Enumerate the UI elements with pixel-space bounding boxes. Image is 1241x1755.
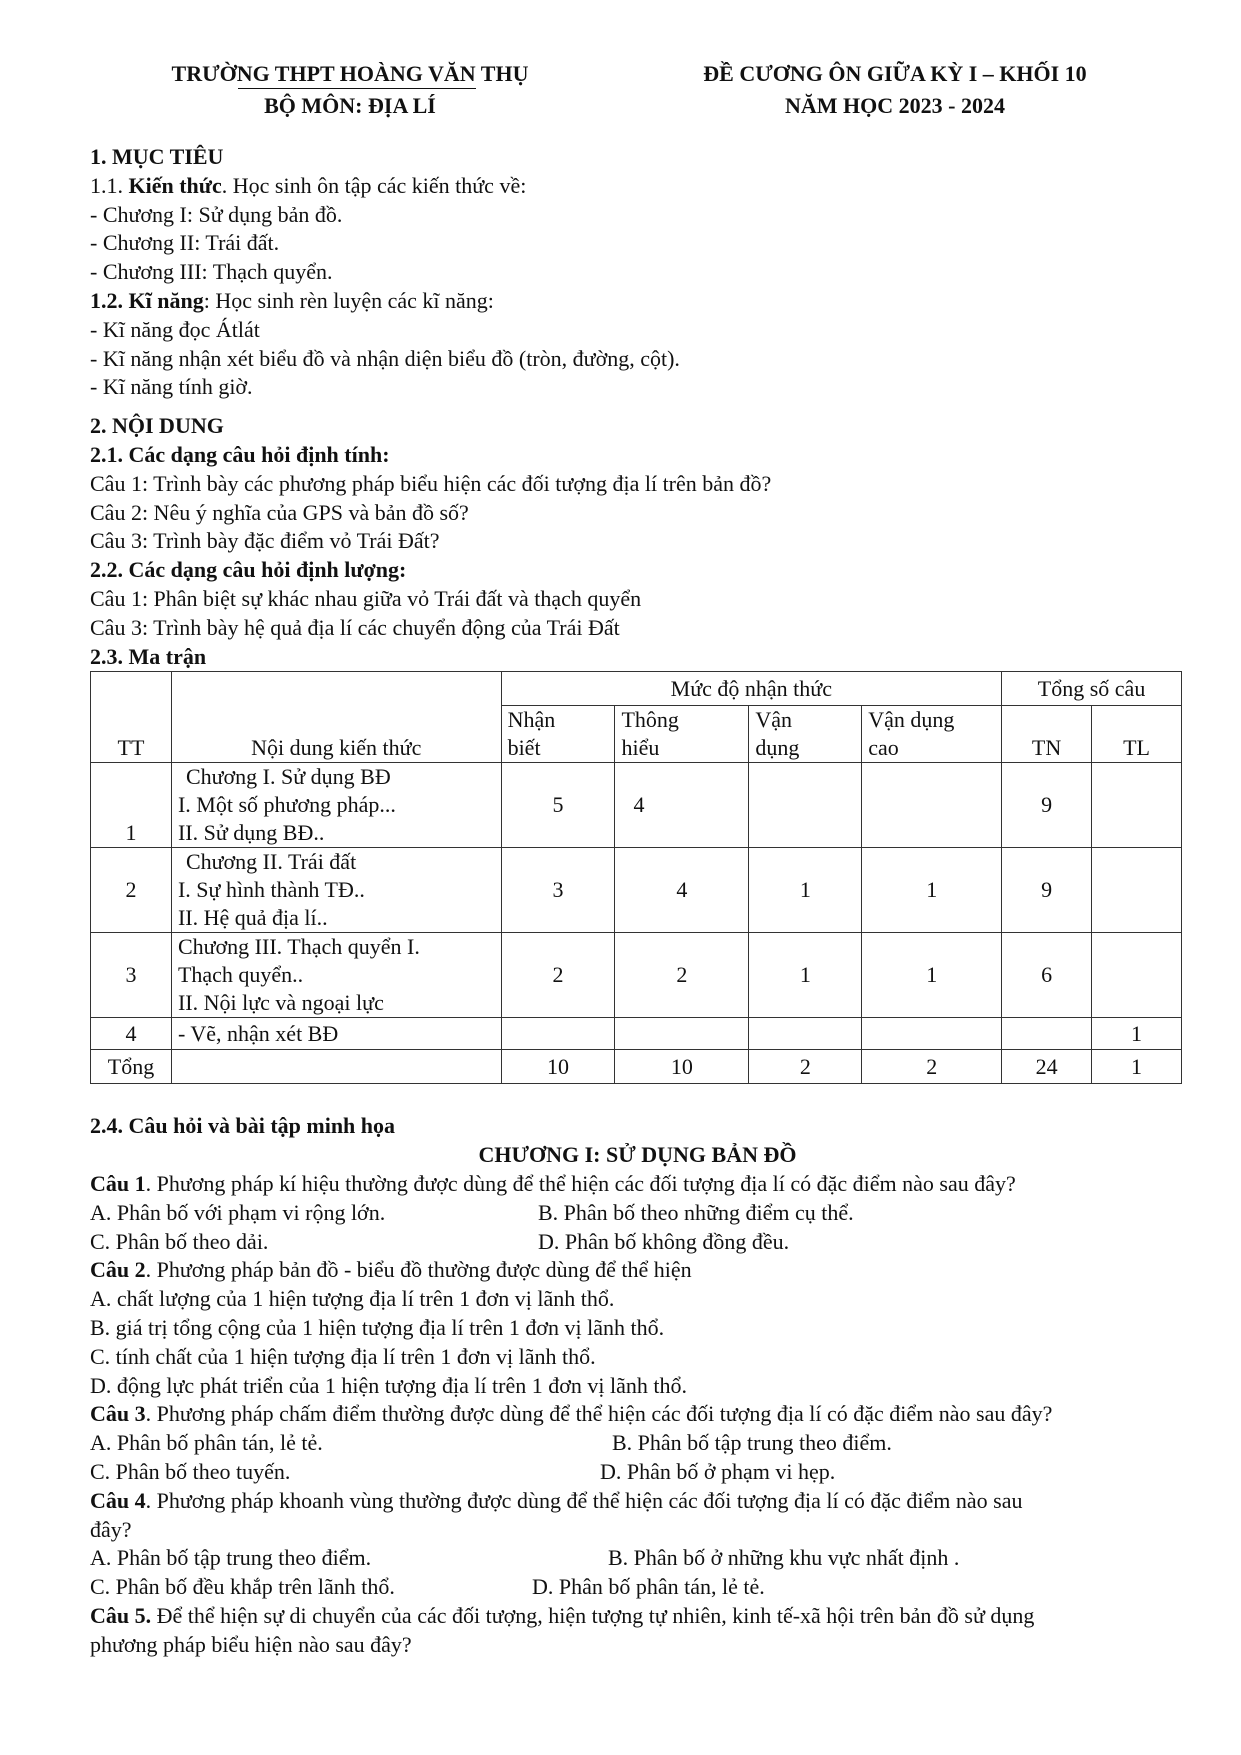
school-header bbox=[130, 58, 570, 122]
answer-a: A. chất lượng của 1 hiện tượng địa lí trên 1 đơn vị lãnh thổ. bbox=[90, 1286, 615, 1312]
header-underline bbox=[238, 88, 476, 89]
question-continued: đây? bbox=[90, 1516, 132, 1542]
answer-row bbox=[90, 1573, 1185, 1602]
answer-d: D. Phân bố phân tán, lẻ tẻ. bbox=[532, 1574, 765, 1600]
answer-d: D. động lực phát triển của 1 hiện tượng địa lí trên 1 đơn vị lãnh thổ. bbox=[90, 1372, 687, 1398]
cell-understand: 2 bbox=[615, 933, 749, 1018]
question: Câu 2. Phương pháp bản đồ - biểu đồ thường được dùng để thể hiện bbox=[90, 1257, 692, 1283]
answer-row bbox=[90, 1458, 1185, 1487]
cell-total-label: Tổng bbox=[91, 1050, 172, 1084]
cell-tt: 1 bbox=[91, 763, 172, 848]
knowledge-item: - Chương II: Trái đất. bbox=[90, 230, 280, 256]
cell-tn: 9 bbox=[1002, 848, 1092, 933]
cell-understand bbox=[615, 1018, 749, 1050]
question: Câu 3. Phương pháp chấm điểm thường được dùng để thể hiện các đối tượng địa lí có đặc điểm nào sau đây? bbox=[90, 1401, 1053, 1427]
skills-heading bbox=[90, 287, 1185, 316]
section-title: 2. NỘI DUNG bbox=[90, 413, 224, 439]
cell-apply-high: 1 bbox=[862, 933, 1002, 1018]
question-line: Câu 2: Nêu ý nghĩa của GPS và bản đồ số? bbox=[90, 499, 469, 525]
table-row bbox=[91, 848, 1182, 933]
answer-a: A. Phân bố tập trung theo điểm. bbox=[90, 1545, 372, 1571]
header-content: Nội dung kiến thức bbox=[171, 672, 501, 763]
question-line: Câu 3: Trình bày hệ quả địa lí các chuyển động của Trái Đất bbox=[90, 614, 620, 640]
table-total-row bbox=[91, 1050, 1182, 1084]
answer-a: A. Phân bố phân tán, lẻ tẻ. bbox=[90, 1430, 323, 1456]
document-body bbox=[90, 143, 1185, 1659]
cell-tt: 3 bbox=[91, 933, 172, 1018]
question: Câu 4. Phương pháp khoanh vùng thường được dùng để thể hiện các đối tượng địa lí có đặc điểm nào sau bbox=[90, 1487, 1023, 1513]
skill-item: - Kĩ năng nhận xét biểu đồ và nhận diện biểu đồ (tròn, đường, cột). bbox=[90, 345, 680, 371]
cell-apply-high: 2 bbox=[862, 1050, 1002, 1084]
cell-content bbox=[171, 1050, 501, 1084]
answer-row bbox=[90, 1429, 1185, 1458]
cell-apply: 1 bbox=[749, 933, 862, 1018]
answer-b: B. Phân bố tập trung theo điểm. bbox=[612, 1430, 892, 1456]
question-line: Câu 3: Trình bày đặc điểm vỏ Trái Đất? bbox=[90, 528, 440, 554]
cell-tn: 6 bbox=[1002, 933, 1092, 1018]
table-header-row bbox=[91, 672, 1182, 706]
document-header bbox=[660, 58, 1130, 122]
question: Câu 1. Phương pháp kí hiệu thường được dùng để thể hiện các đối tượng địa lí có đặc điểm nào sau đây? bbox=[90, 1170, 1016, 1196]
answer-row bbox=[90, 1228, 1185, 1257]
cell-apply bbox=[749, 763, 862, 848]
question-line: Câu 1: Trình bày các phương pháp biểu hiện các đối tượng địa lí trên bản đồ? bbox=[90, 470, 772, 496]
cell-recognize: 2 bbox=[501, 933, 615, 1018]
cell-tl bbox=[1092, 848, 1182, 933]
cell-tl: 1 bbox=[1092, 1050, 1182, 1084]
cell-understand: 10 bbox=[615, 1050, 749, 1084]
skill-item: - Kĩ năng tính giờ. bbox=[90, 374, 253, 400]
answer-row bbox=[90, 1199, 1185, 1228]
cell-apply-high: 1 bbox=[862, 848, 1002, 933]
cell-apply bbox=[749, 1018, 862, 1050]
knowledge-item: - Chương I: Sử dụng bản đồ. bbox=[90, 201, 343, 227]
knowledge-number: 1.1. bbox=[90, 172, 129, 198]
school-name: TRƯỜNG THPT HOÀNG VĂN THỤ bbox=[171, 61, 529, 86]
school-year: NĂM HỌC 2023 - 2024 bbox=[785, 93, 1005, 118]
header-understand: Thông hiểu bbox=[615, 706, 749, 763]
cell-tn: 24 bbox=[1002, 1050, 1092, 1084]
knowledge-item: - Chương III: Thạch quyển. bbox=[90, 259, 333, 285]
answer-d: D. Phân bố không đồng đều. bbox=[538, 1228, 790, 1254]
cell-apply: 2 bbox=[749, 1050, 862, 1084]
answer-c: C. Phân bố theo dải. bbox=[90, 1228, 269, 1254]
cell-tl bbox=[1092, 763, 1182, 848]
cell-understand: 4 bbox=[615, 763, 749, 848]
question: Câu 5. Để thể hiện sự di chuyển của các đối tượng, hiện tượng tự nhiên, kinh tế-xã hội trên bản đồ sử dụng bbox=[90, 1602, 1035, 1628]
answer-c: C. Phân bố đều khắp trên lãnh thổ. bbox=[90, 1574, 395, 1600]
cell-content: Chương II. Trái đất I. Sự hình thành TĐ.. II. Hệ quả địa lí.. bbox=[171, 848, 501, 933]
answer-b: B. Phân bố theo những điểm cụ thể. bbox=[538, 1199, 854, 1225]
cell-apply-high bbox=[862, 763, 1002, 848]
cell-recognize: 5 bbox=[501, 763, 615, 848]
answer-c: C. tính chất của 1 hiện tượng địa lí trên 1 đơn vị lãnh thổ. bbox=[90, 1343, 596, 1369]
header-tt: TT bbox=[91, 672, 172, 763]
table-row bbox=[91, 763, 1182, 848]
department-name: BỘ MÔN: ĐỊA LÍ bbox=[264, 93, 436, 118]
cell-content: Chương III. Thạch quyển I. Thạch quyển.. II. Nội lực và ngoại lực bbox=[171, 933, 501, 1018]
header-tl: TL bbox=[1092, 706, 1182, 763]
subsection-title: 2.4. Câu hỏi và bài tập minh họa bbox=[90, 1113, 396, 1139]
question-line: Câu 1: Phân biệt sự khác nhau giữa vỏ Trái đất và thạch quyển bbox=[90, 585, 642, 611]
header-tn: TN bbox=[1002, 706, 1092, 763]
knowledge-intro: . Học sinh ôn tập các kiến thức về: bbox=[221, 172, 527, 198]
cell-tn: 9 bbox=[1002, 763, 1092, 848]
cell-tl: 1 bbox=[1092, 1018, 1182, 1050]
chapter-title: CHƯƠNG I: SỬ DỤNG BẢN ĐỒ bbox=[478, 1142, 797, 1168]
cell-tn bbox=[1002, 1018, 1092, 1050]
subsection-title: 2.3. Ma trận bbox=[90, 643, 207, 669]
cell-tt: 2 bbox=[91, 848, 172, 933]
subsection-title: 2.2. Các dạng câu hỏi định lượng: bbox=[90, 557, 407, 583]
section-title: 1. MỤC TIÊU bbox=[90, 144, 224, 169]
document-title: ĐỀ CƯƠNG ÔN GIỮA KỲ I – KHỐI 10 bbox=[703, 61, 1087, 86]
cell-apply: 1 bbox=[749, 848, 862, 933]
cell-content: Chương I. Sử dụng BĐ I. Một số phương pháp... II. Sử dụng BĐ.. bbox=[171, 763, 501, 848]
skill-item: - Kĩ năng đọc Átlát bbox=[90, 316, 260, 342]
skills-intro: : Học sinh rèn luyện các kĩ năng: bbox=[203, 287, 494, 313]
answer-d: D. Phân bố ở phạm vi hẹp. bbox=[600, 1458, 836, 1484]
knowledge-label: Kiến thức bbox=[128, 172, 222, 198]
table-row bbox=[91, 1018, 1182, 1050]
cell-apply-high bbox=[862, 1018, 1002, 1050]
header-apply: Vận dụng bbox=[749, 706, 862, 763]
cell-recognize: 10 bbox=[501, 1050, 615, 1084]
matrix-table bbox=[90, 671, 1182, 1084]
cell-tt: 4 bbox=[91, 1018, 172, 1050]
header-recognize: Nhận biết bbox=[501, 706, 615, 763]
cell-tl bbox=[1092, 933, 1182, 1018]
cell-recognize bbox=[501, 1018, 615, 1050]
answer-c: C. Phân bố theo tuyến. bbox=[90, 1458, 291, 1484]
skills-label: 1.2. Kĩ năng bbox=[90, 287, 204, 313]
header-apply-high: Vận dụng cao bbox=[862, 706, 1002, 763]
question-continued: phương pháp biểu hiện nào sau đây? bbox=[90, 1631, 412, 1657]
header-level: Mức độ nhận thức bbox=[501, 672, 1002, 706]
answer-b: B. Phân bố ở những khu vực nhất định . bbox=[608, 1545, 960, 1571]
cell-recognize: 3 bbox=[501, 848, 615, 933]
cell-understand: 4 bbox=[615, 848, 749, 933]
answer-b: B. giá trị tổng cộng của 1 hiện tượng địa lí trên 1 đơn vị lãnh thổ. bbox=[90, 1314, 665, 1340]
answer-a: A. Phân bố với phạm vi rộng lớn. bbox=[90, 1199, 386, 1225]
table-row bbox=[91, 933, 1182, 1018]
header-total: Tổng số câu bbox=[1002, 672, 1182, 706]
cell-content: - Vẽ, nhận xét BĐ bbox=[171, 1018, 501, 1050]
knowledge-heading bbox=[90, 172, 1185, 201]
answer-row bbox=[90, 1544, 1185, 1573]
subsection-title: 2.1. Các dạng câu hỏi định tính: bbox=[90, 441, 390, 467]
